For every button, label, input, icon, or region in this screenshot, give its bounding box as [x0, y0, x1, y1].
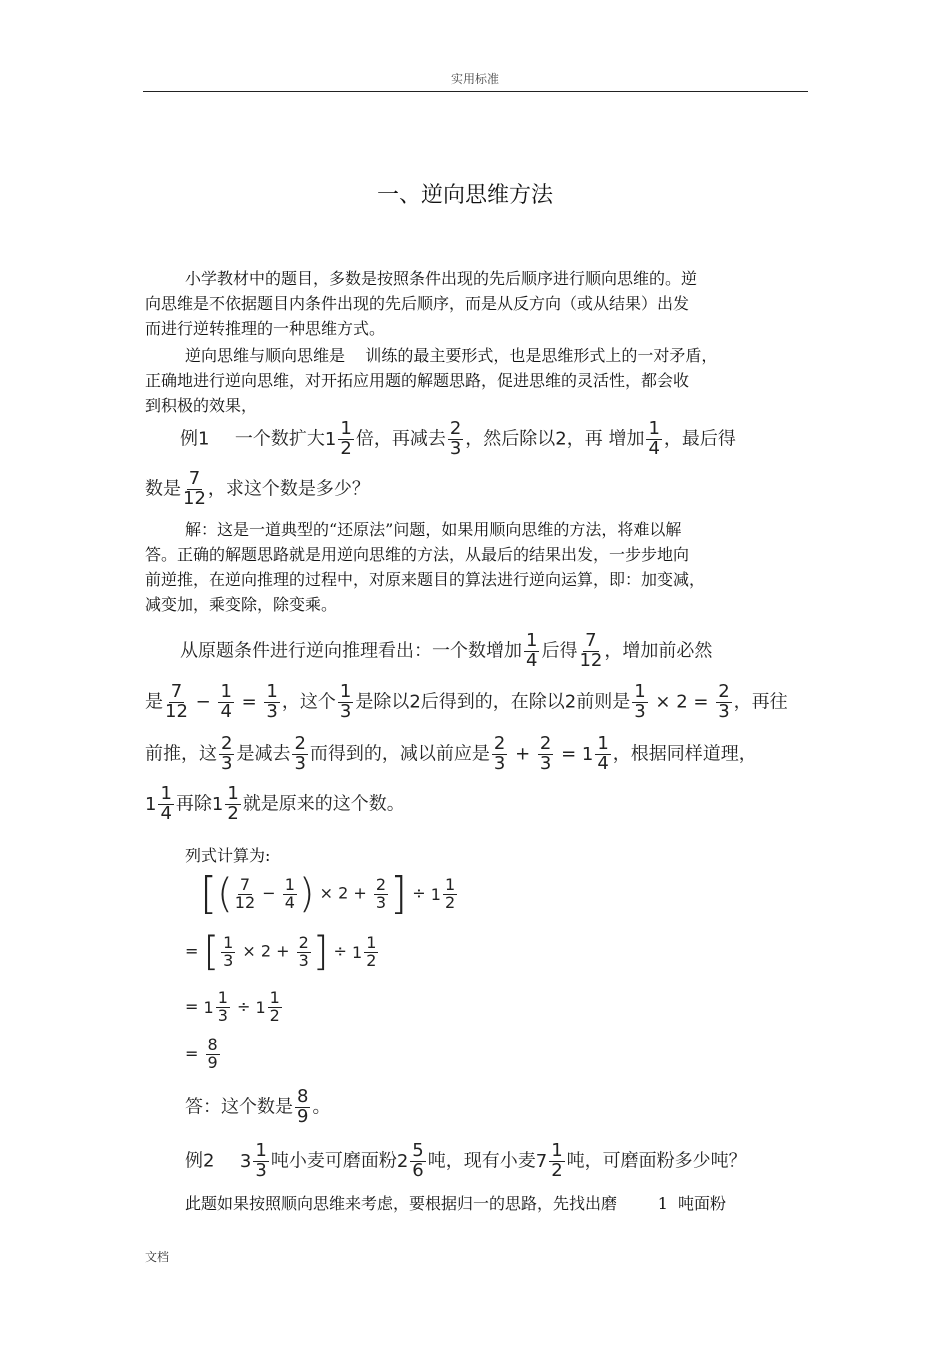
page-footer: 文档 [145, 1250, 170, 1264]
solution-line-3: 前逆推，在逆向推理的过程中，对原来题目的算法进行逆向运算，即：加变减， [145, 570, 706, 589]
reasoning-line-2: 是 $\frac{7}{12}$ − $\frac{1}{4}$ = $\frac{1}{3}$ ，这个 $\frac{1}{3}$ 是除以2后得到的，在除以2前则是 $\frac{1}{3}$ × 2 = $\frac{2}{3}$ ，再往 [145, 681, 788, 722]
calc-step-4: = $\frac{8}{9}$ [185, 1035, 218, 1072]
example2-label: 例2 [185, 1150, 215, 1172]
paragraph-2 [145, 343, 775, 418]
solution-paragraph [145, 517, 775, 617]
fraction: $\frac{7}{12}$ [579, 630, 603, 671]
fraction: $\frac{7}{12}$ [183, 468, 206, 509]
solution-line-1: 解：这是一道典型的“还原法”问题，如果用顺向思维的方法，将难以解 [185, 520, 682, 539]
solution-line-2: 答。正确的解题思路就是用逆向思维的方法，从最后的结果出发，一步步地向 [145, 545, 690, 564]
calc-label: 列式计算为: [185, 846, 271, 865]
example1-line2: 数是 $\frac{7}{12}$ ，求这个数是多少？ [145, 468, 370, 509]
mixed-fraction: 1 $\frac{1}{2}$ [324, 418, 352, 459]
example1-line1: 例1 一个数扩大1 $\frac{1}{2}$ 倍，再减去 $\frac{2}{3}$ ，然后除以2，再 增加 $\frac{1}{4}$ ，最后得 [180, 418, 736, 459]
answer-line: 答：这个数是 $\frac{8}{9}$ 。 [185, 1086, 331, 1127]
para2-line-3: 到积极的效果， [145, 396, 258, 415]
intro-line-2: 向思维是不依据题目内条件出现的先后顺序，而是从反方向（或从结果）出发 [145, 294, 690, 313]
intro-line-3: 而进行逆转推理的一种思维方式。 [145, 319, 386, 338]
intro-paragraph [145, 266, 775, 341]
solution-line-4: 减变加，乘变除，除变乘。 [145, 595, 338, 614]
header-rule [143, 91, 808, 92]
fraction: $\frac{1}{4}$ [526, 630, 538, 671]
fraction: $\frac{1}{4}$ [648, 418, 660, 459]
fraction: $\frac{2}{3}$ [449, 418, 462, 459]
fraction: $\frac{8}{9}$ [297, 1086, 309, 1127]
para2-line-2: 正确地进行逆向思维，对开拓应用题的解题思路，促进思维的灵活性，都会收 [145, 371, 690, 390]
calc-step-2: = [ $\frac{1}{3}$ × 2 + $\frac{2}{3}$ ] ÷ 1 $\frac{1}{2}$ [185, 929, 377, 975]
calc-step-3: = 1 $\frac{1}{3}$ ÷ 1 $\frac{1}{2}$ [185, 988, 280, 1025]
calc-step-1: [( $\frac{7}{12}$ − $\frac{1}{4}$ ) × 2 + $\frac{2}{3}$ ] ÷ 1 $\frac{1}{2}$ [200, 868, 456, 919]
example1-label: 例1 [180, 428, 210, 450]
para2-line-1: 逆向思维与顺向思维是 训练的最主要形式，也是思维形式上的一对矛盾， [185, 346, 718, 365]
intro-line-1: 小学教材中的题目，多数是按照条件出现的先后顺序进行顺向思维的。逆 [185, 269, 698, 288]
page-header: 实用标准 [450, 72, 499, 86]
example2-line: 例2 3 $\frac{1}{3}$ 吨小麦可磨面粉2 $\frac{5}{6}$ 吨，现有小麦7 $\frac{1}{2}$ 吨，可磨面粉多少吨？ [185, 1140, 747, 1181]
reasoning-line-3: 前推，这 $\frac{2}{3}$ 是减去 $\frac{2}{3}$ 而得到的，减以前应是 $\frac{2}{3}$ + $\frac{2}{3}$ = 1 $\frac{1}{4}$ ，根据同样道理， [145, 733, 757, 774]
reasoning-line-1: 从原题条件进行逆向推理看出：一个数增加 $\frac{1}{4}$ 后得 $\frac{7}{12}$ ，增加前必然 [180, 630, 713, 671]
section-title: 一、逆向思维方法 [376, 183, 553, 208]
reasoning-line-4: 1 $\frac{1}{4}$ 再除1 $\frac{1}{2}$ 就是原来的这个数。 [145, 783, 405, 824]
last-line: 此题如果按照顺向思维来考虑，要根据归一的思路，先找出磨 1 吨面粉 [185, 1194, 727, 1213]
